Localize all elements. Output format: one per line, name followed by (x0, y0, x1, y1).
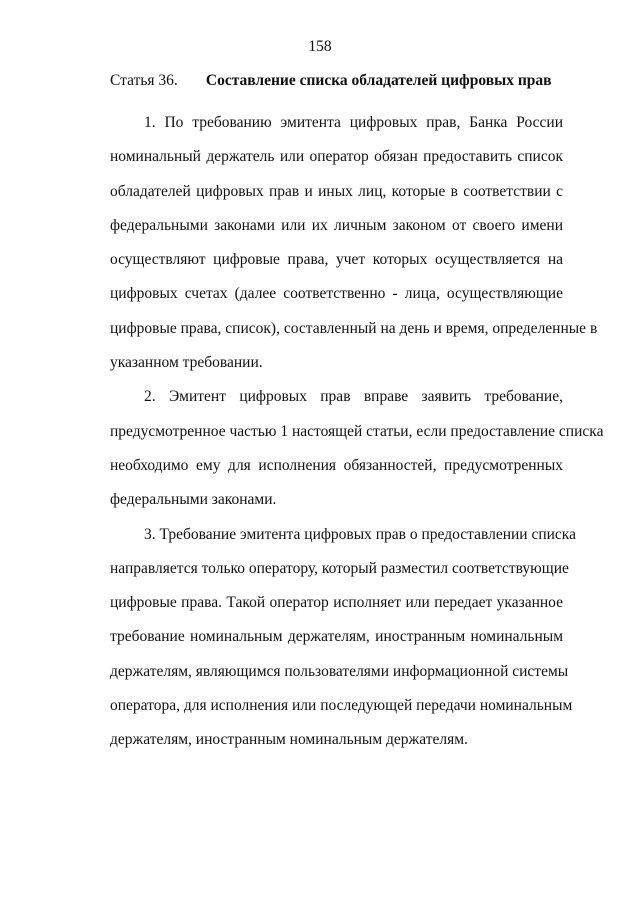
paragraph-line: 2. Эмитент цифровых прав вправе заявить требование, (144, 388, 563, 406)
paragraph-line: держателям, иностранным номинальным держателям. (110, 731, 468, 749)
paragraph-line: необходимо ему для исполнения обязанностей, предусмотренных (110, 456, 563, 474)
paragraph-line: оператора, для исполнения или последующей передачи номинальным (110, 697, 573, 715)
paragraph-line: цифровые права. Такой оператор исполняет или передает указанное (110, 594, 563, 612)
paragraph-line: 3. Требование эмитента цифровых прав о предоставлении списка (144, 525, 576, 543)
paragraph-line: держателям, являющимся пользователями информационной системы (110, 662, 569, 680)
paragraph-3 (76, 518, 576, 758)
paragraph-line: направляется только оператору, который разместил соответствующие (110, 559, 569, 577)
paragraph-line: предусмотренное частью 1 настоящей статьи, если предоставление списка (110, 422, 604, 440)
paragraph-line: федеральными законами. (110, 491, 277, 509)
paragraph-line: номинальный держатель или оператор обязан предоставить список (110, 148, 563, 166)
paragraph-line: федеральными законами или их личным законом от своего имени (110, 216, 563, 234)
article-label: Статья 36. (110, 72, 178, 89)
article-title: Составление списка обладателей цифровых прав (205, 72, 552, 89)
paragraph-2 (76, 380, 604, 517)
paragraph-line: требование номинальным держателям, иностранным номинальным (110, 628, 563, 646)
paragraph-1 (76, 106, 598, 380)
article-body (76, 106, 604, 758)
paragraph-line: осуществляют цифровые права, учет которых осуществляется на (110, 251, 563, 269)
article-heading (110, 72, 570, 90)
paragraph-line: 1. По требованию эмитента цифровых прав, Банка России (144, 114, 563, 131)
paragraph-line: указанном требовании. (110, 354, 263, 372)
paragraph-line: цифровые права, список), составленный на день и время, определенные в (110, 319, 598, 337)
page-number: 158 (308, 38, 332, 55)
paragraph-line: обладателей цифровых прав и иных лиц, которые в соответствии с (110, 182, 563, 200)
paragraph-line: цифровых счетах (далее соответственно - лица, осуществляющие (110, 285, 563, 303)
